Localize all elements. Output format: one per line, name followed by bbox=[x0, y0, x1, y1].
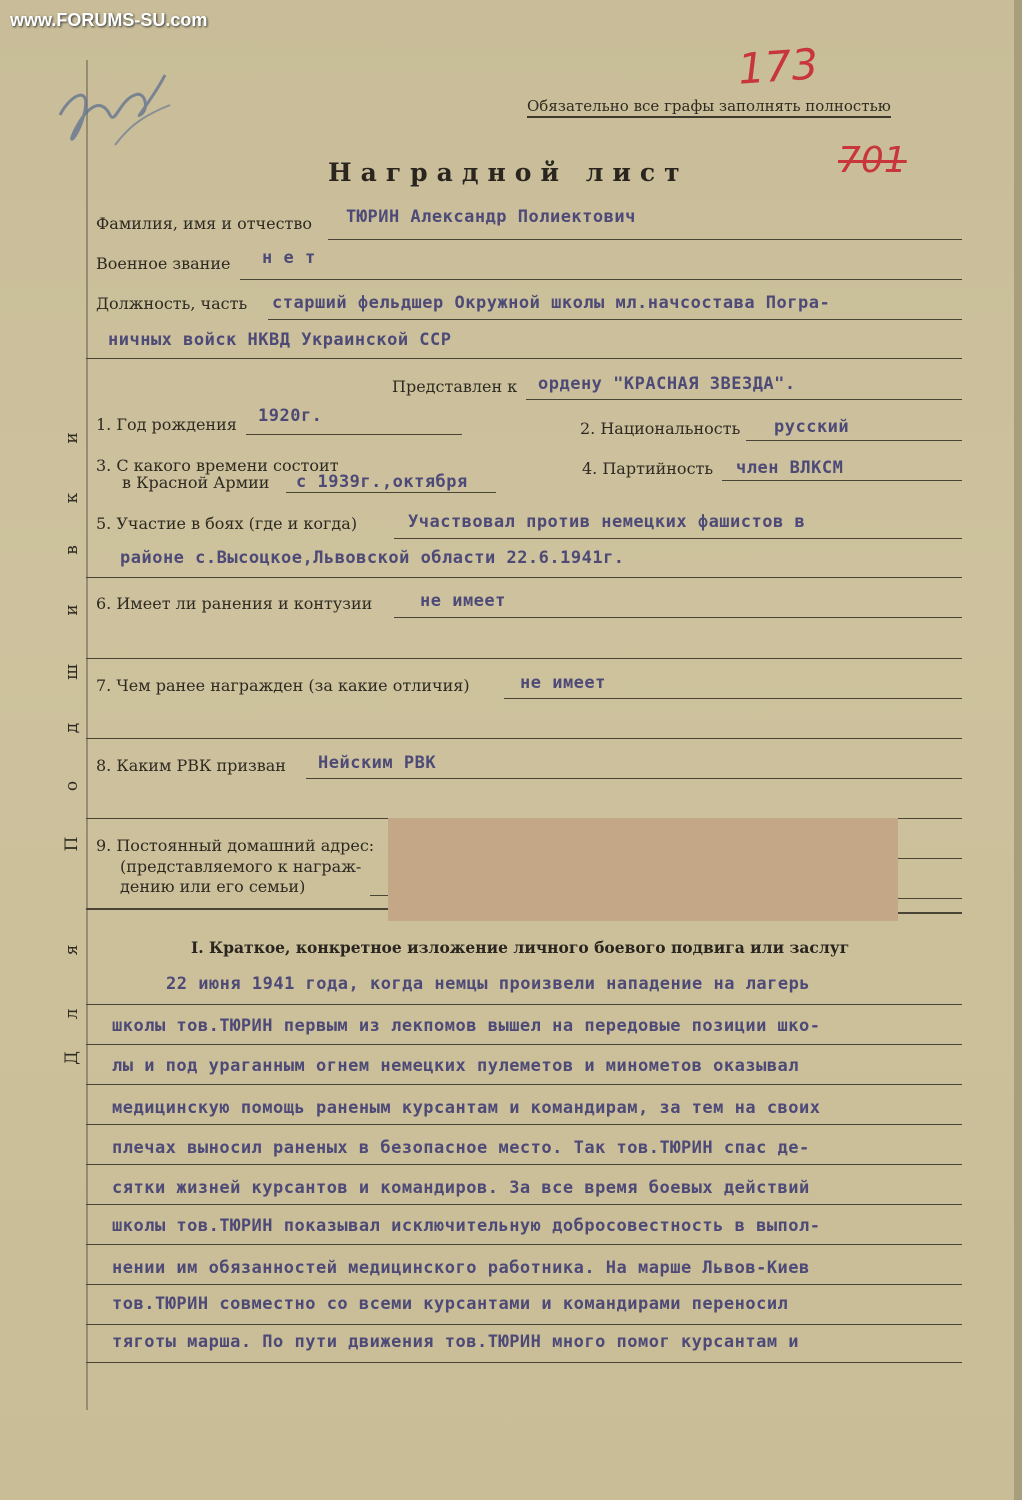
section-title: I. Краткое, конкретное изложение личного боевого подвига или заслуг bbox=[191, 938, 850, 957]
address-line-b bbox=[898, 898, 962, 899]
margin-letter: и bbox=[62, 432, 82, 444]
rvk-value: Нейским РВК bbox=[318, 753, 437, 773]
wounds-line1 bbox=[394, 617, 962, 618]
narrative-line: плечах выносил раненых в безопасное место. Так тов.ТЮРИН спас де- bbox=[112, 1138, 810, 1158]
position-value-line2: ничных войск НКВД Украинской ССР bbox=[108, 330, 452, 350]
name-value: ТЮРИН Александр Полиектович bbox=[346, 207, 636, 227]
name-label: Фамилия, имя и отчество bbox=[96, 214, 313, 233]
nationality-line bbox=[746, 440, 962, 441]
narrative-rule bbox=[86, 1044, 962, 1045]
wounds-value: не имеет bbox=[420, 591, 506, 611]
handwritten-signature bbox=[40, 55, 190, 165]
wounds-label: 6. Имеет ли ранения и контузии bbox=[96, 594, 373, 613]
presented-label: Представлен к bbox=[392, 377, 518, 396]
margin-letter: и bbox=[62, 604, 82, 616]
rank-label: Военное звание bbox=[96, 254, 231, 273]
army-since-label-2: в Красной Армии bbox=[122, 473, 270, 492]
header-note: Обязательно все графы заполнять полностью bbox=[527, 97, 891, 118]
rank-line bbox=[240, 279, 962, 280]
page-edge bbox=[1014, 0, 1022, 1500]
margin-letter: Д bbox=[62, 1051, 82, 1065]
nationality-value: русский bbox=[774, 417, 850, 437]
army-since-line bbox=[286, 492, 496, 493]
margin-letter: л bbox=[62, 1008, 82, 1020]
address-line-stub bbox=[370, 895, 388, 896]
margin-letter: к bbox=[62, 492, 82, 504]
battles-value-line1: Участвовал против немецких фашистов в bbox=[408, 512, 806, 532]
narrative-rule bbox=[86, 1204, 962, 1205]
handwritten-number-crossed: 701 bbox=[838, 140, 907, 181]
birth-year-value: 1920г. bbox=[258, 406, 323, 426]
margin-letter: я bbox=[62, 944, 82, 956]
narrative-rule bbox=[86, 1362, 962, 1363]
narrative-rule bbox=[86, 1164, 962, 1165]
rvk-line1 bbox=[306, 778, 962, 779]
battles-value-line2: районе с.Высоцкое,Львовской области 22.6.1941г. bbox=[120, 548, 625, 568]
narrative-rule bbox=[86, 1244, 962, 1245]
position-line1 bbox=[268, 319, 962, 320]
army-since-label-1: 3. С какого времени состоит bbox=[96, 456, 339, 475]
party-value: член ВЛКСМ bbox=[736, 458, 844, 478]
position-label: Должность, часть bbox=[96, 294, 248, 313]
narrative-rule bbox=[86, 1124, 962, 1125]
narrative-rule bbox=[86, 1324, 962, 1325]
narrative-line: лы и под ураганным огнем немецких пулеметов и минометов оказывал bbox=[112, 1056, 800, 1076]
previous-awards-line2 bbox=[86, 738, 962, 739]
margin-letter: в bbox=[62, 545, 82, 555]
redacted-address bbox=[388, 818, 898, 921]
party-label: 4. Партийность bbox=[582, 459, 714, 478]
handwritten-number: 173 bbox=[736, 39, 820, 94]
narrative-rule bbox=[86, 1284, 962, 1285]
margin-letter: д bbox=[62, 722, 82, 734]
watermark: www.FORUMS-SU.com bbox=[10, 10, 208, 30]
birth-year-line bbox=[246, 434, 462, 435]
position-value-line1: старший фельдшер Окружной школы мл.начсостава Погра- bbox=[272, 293, 831, 313]
rvk-label: 8. Каким РВК призван bbox=[96, 756, 286, 775]
margin-letter: о bbox=[62, 780, 82, 792]
margin-line bbox=[86, 60, 88, 1410]
narrative-rule bbox=[86, 1004, 962, 1005]
battles-label: 5. Участие в боях (где и когда) bbox=[96, 514, 358, 533]
margin-letter: ш bbox=[62, 664, 82, 680]
narrative-line: сятки жизней курсантов и командиров. За все время боевых действий bbox=[112, 1178, 810, 1198]
address-line-bottom-right bbox=[898, 912, 962, 914]
narrative-line: нении им обязанностей медицинского работника. На марше Львов-Киев bbox=[112, 1258, 810, 1278]
rank-value: н е т bbox=[262, 248, 316, 268]
narrative-line: школы тов.ТЮРИН первым из лекпомов вышел на передовые позиции шко- bbox=[112, 1016, 821, 1036]
narrative-line: тов.ТЮРИН совместно со всеми курсантами и командирами переносил bbox=[112, 1294, 789, 1314]
nationality-label: 2. Национальность bbox=[580, 419, 741, 438]
battles-line2 bbox=[86, 577, 962, 578]
address-label-2: (представляемого к награж- bbox=[120, 857, 362, 876]
name-line bbox=[328, 239, 962, 240]
presented-value: ордену "КРАСНАЯ ЗВЕЗДА". bbox=[538, 374, 796, 394]
address-label-3: дению или его семьи) bbox=[120, 877, 306, 896]
party-line bbox=[722, 480, 962, 481]
previous-awards-value: не имеет bbox=[520, 673, 606, 693]
previous-awards-line1 bbox=[504, 698, 962, 699]
previous-awards-label: 7. Чем ранее награжден (за какие отличия) bbox=[96, 676, 470, 695]
battles-line1 bbox=[394, 538, 962, 539]
presented-line bbox=[526, 399, 962, 400]
wounds-line2 bbox=[86, 658, 962, 659]
address-line-a bbox=[898, 858, 962, 859]
margin-letter: П bbox=[62, 836, 82, 852]
narrative-line: школы тов.ТЮРИН показывал исключительную добросовестность в выпол- bbox=[112, 1216, 821, 1236]
narrative-line: 22 июня 1941 года, когда немцы произвели нападение на лагерь bbox=[166, 974, 811, 994]
narrative-line: тяготы марша. По пути движения тов.ТЮРИН много помог курсантам и bbox=[112, 1332, 800, 1352]
birth-year-label: 1. Год рождения bbox=[96, 415, 237, 434]
position-line2 bbox=[86, 358, 962, 359]
army-since-value: с 1939г.,октября bbox=[296, 472, 468, 492]
page-title: Наградной лист bbox=[328, 158, 689, 187]
address-label-1: 9. Постоянный домашний адрес: bbox=[96, 836, 375, 855]
narrative-rule bbox=[86, 1084, 962, 1085]
narrative-line: медицинскую помощь раненым курсантам и командирам, за тем на своих bbox=[112, 1098, 821, 1118]
address-line-bottom-left bbox=[86, 908, 388, 910]
